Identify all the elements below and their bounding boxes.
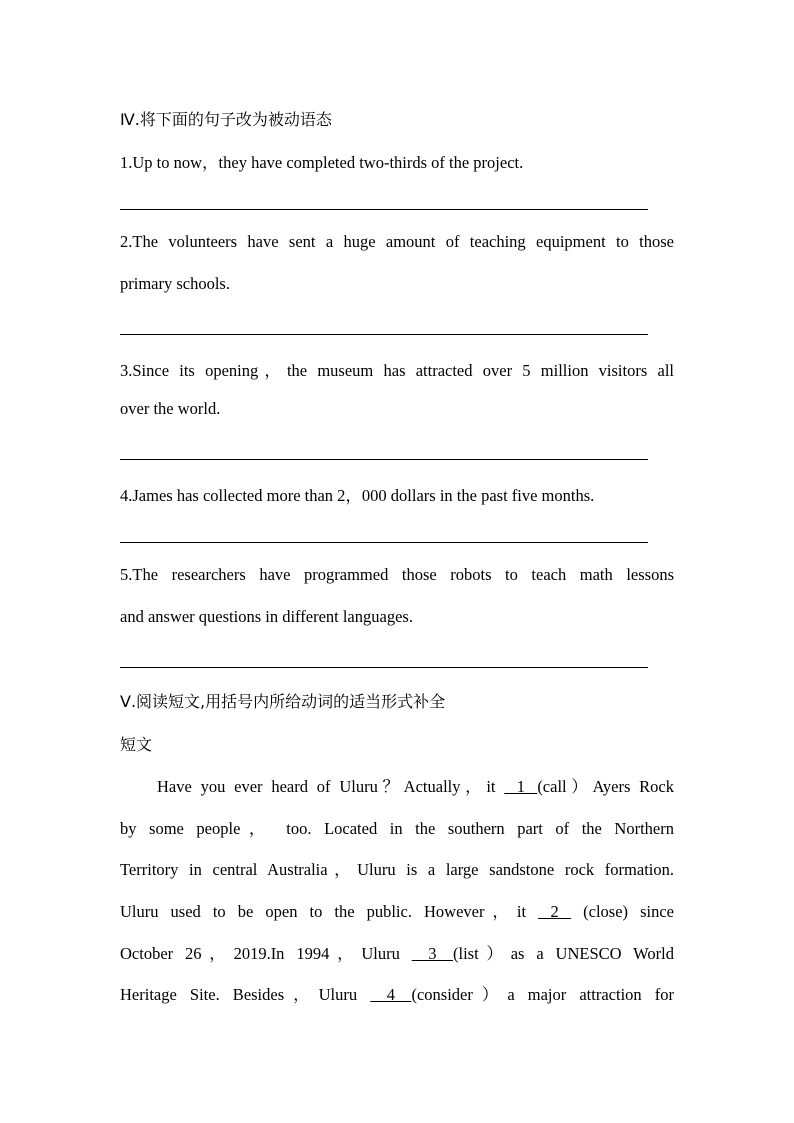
- passage-subheading: 短文: [120, 735, 153, 754]
- passage-line-2: by some people， too. Located in the southern part of the Northern: [120, 819, 674, 838]
- passage-line-1: [157, 773, 674, 797]
- passage-text: October 26，2019.In 1994，Uluru: [120, 944, 412, 963]
- passage-text: (consider）a major attraction for: [411, 985, 675, 1004]
- section-5-heading: Ⅴ.阅读短文,用括号内所给动词的适当形式补全: [120, 692, 446, 711]
- passage-text: (close) since: [571, 902, 674, 921]
- passage-line-3: Territory in central Australia，Uluru is a large sandstone rock formation.: [120, 860, 674, 879]
- question-3-line-2: over the world.: [120, 399, 221, 418]
- passage-line-5: [120, 940, 674, 964]
- question-2-line-1: 2.The volunteers have sent a huge amount of teaching equipment to those: [120, 232, 674, 251]
- passage-text: (list）as a UNESCO World: [453, 944, 674, 963]
- passage-text: (call）Ayers Rock: [537, 777, 674, 796]
- blank-2[interactable]: 2: [538, 902, 572, 921]
- answer-line-2: [120, 334, 648, 335]
- answer-line-5: [120, 667, 648, 668]
- answer-line-3: [120, 459, 648, 460]
- blank-1[interactable]: 1: [504, 777, 538, 796]
- question-5-line-2: and answer questions in different languages.: [120, 607, 413, 626]
- section-4-heading: Ⅳ.将下面的句子改为被动语态: [120, 110, 332, 129]
- question-2-line-2: primary schools.: [120, 274, 230, 293]
- answer-line-1: [120, 209, 648, 210]
- passage-line-6: [120, 981, 674, 1005]
- passage-line-4: [120, 898, 674, 922]
- question-3-line-1: 3.Since its opening，the museum has attracted over 5 million visitors all: [120, 361, 674, 380]
- answer-line-4: [120, 542, 648, 543]
- question-4: 4.James has collected more than 2，000 dollars in the past five months.: [120, 486, 595, 505]
- question-1: 1.Up to now，they have completed two-thirds of the project.: [120, 153, 524, 172]
- passage-text: Have you ever heard of Uluru？Actually，it: [157, 777, 505, 796]
- question-5-line-1: 5.The researchers have programmed those robots to teach math lessons: [120, 565, 674, 584]
- blank-3[interactable]: 3: [411, 944, 453, 963]
- passage-text: Heritage Site. Besides，Uluru: [120, 985, 371, 1004]
- blank-4[interactable]: 4: [370, 985, 412, 1004]
- passage-text: Uluru used to be open to the public. However，it: [120, 902, 539, 921]
